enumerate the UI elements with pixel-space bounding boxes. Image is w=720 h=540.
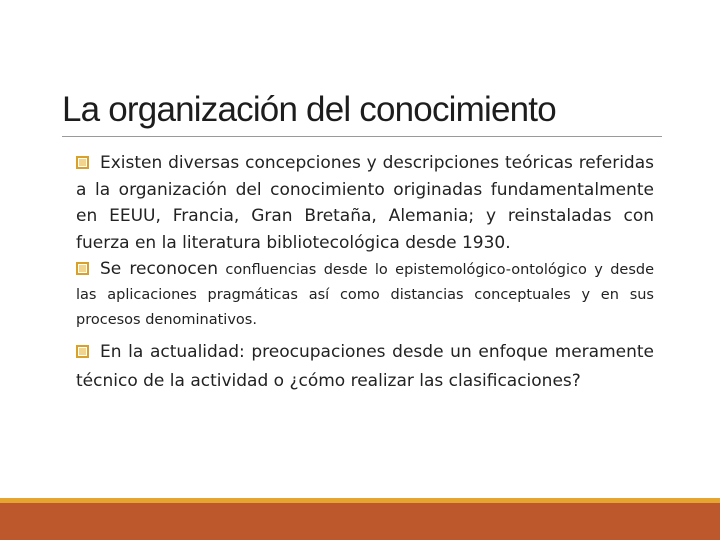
bullet-text-1: Existen diversas concepciones y descripciones teóricas referidas a la organización del conocimiento originadas fundamentalmente en EEUU, Francia, Gran Bretaña, Alemania; y reinstaladas con fuerza en la literatura bibliotecológica desde 1930. [76,153,654,253]
bullet-text-2-rest: confluencias desde lo epistemológico-ontológico y desde las aplicaciones pragmáticas así como distancias conceptuales y en sus procesos denominativos. [76,262,654,328]
checkbox-bullet-icon [76,262,89,275]
slide-title: La organización del conocimiento [62,90,556,129]
bullet-paragraph-2 [76,257,654,333]
slide-body [76,150,654,396]
bullet-paragraph-1 [76,150,654,256]
checkbox-bullet-icon [76,345,89,358]
bullet-paragraph-3 [76,338,654,396]
bullet-text-3: En la actualidad: preocupaciones desde un enfoque meramente técnico de la actividad o ¿cómo realizar las clasificaciones? [76,342,654,391]
title-underline [62,136,662,137]
bullet-text-2-lead: Se reconocen [100,259,219,279]
footer-bar [0,503,720,540]
checkbox-bullet-icon [76,156,89,169]
